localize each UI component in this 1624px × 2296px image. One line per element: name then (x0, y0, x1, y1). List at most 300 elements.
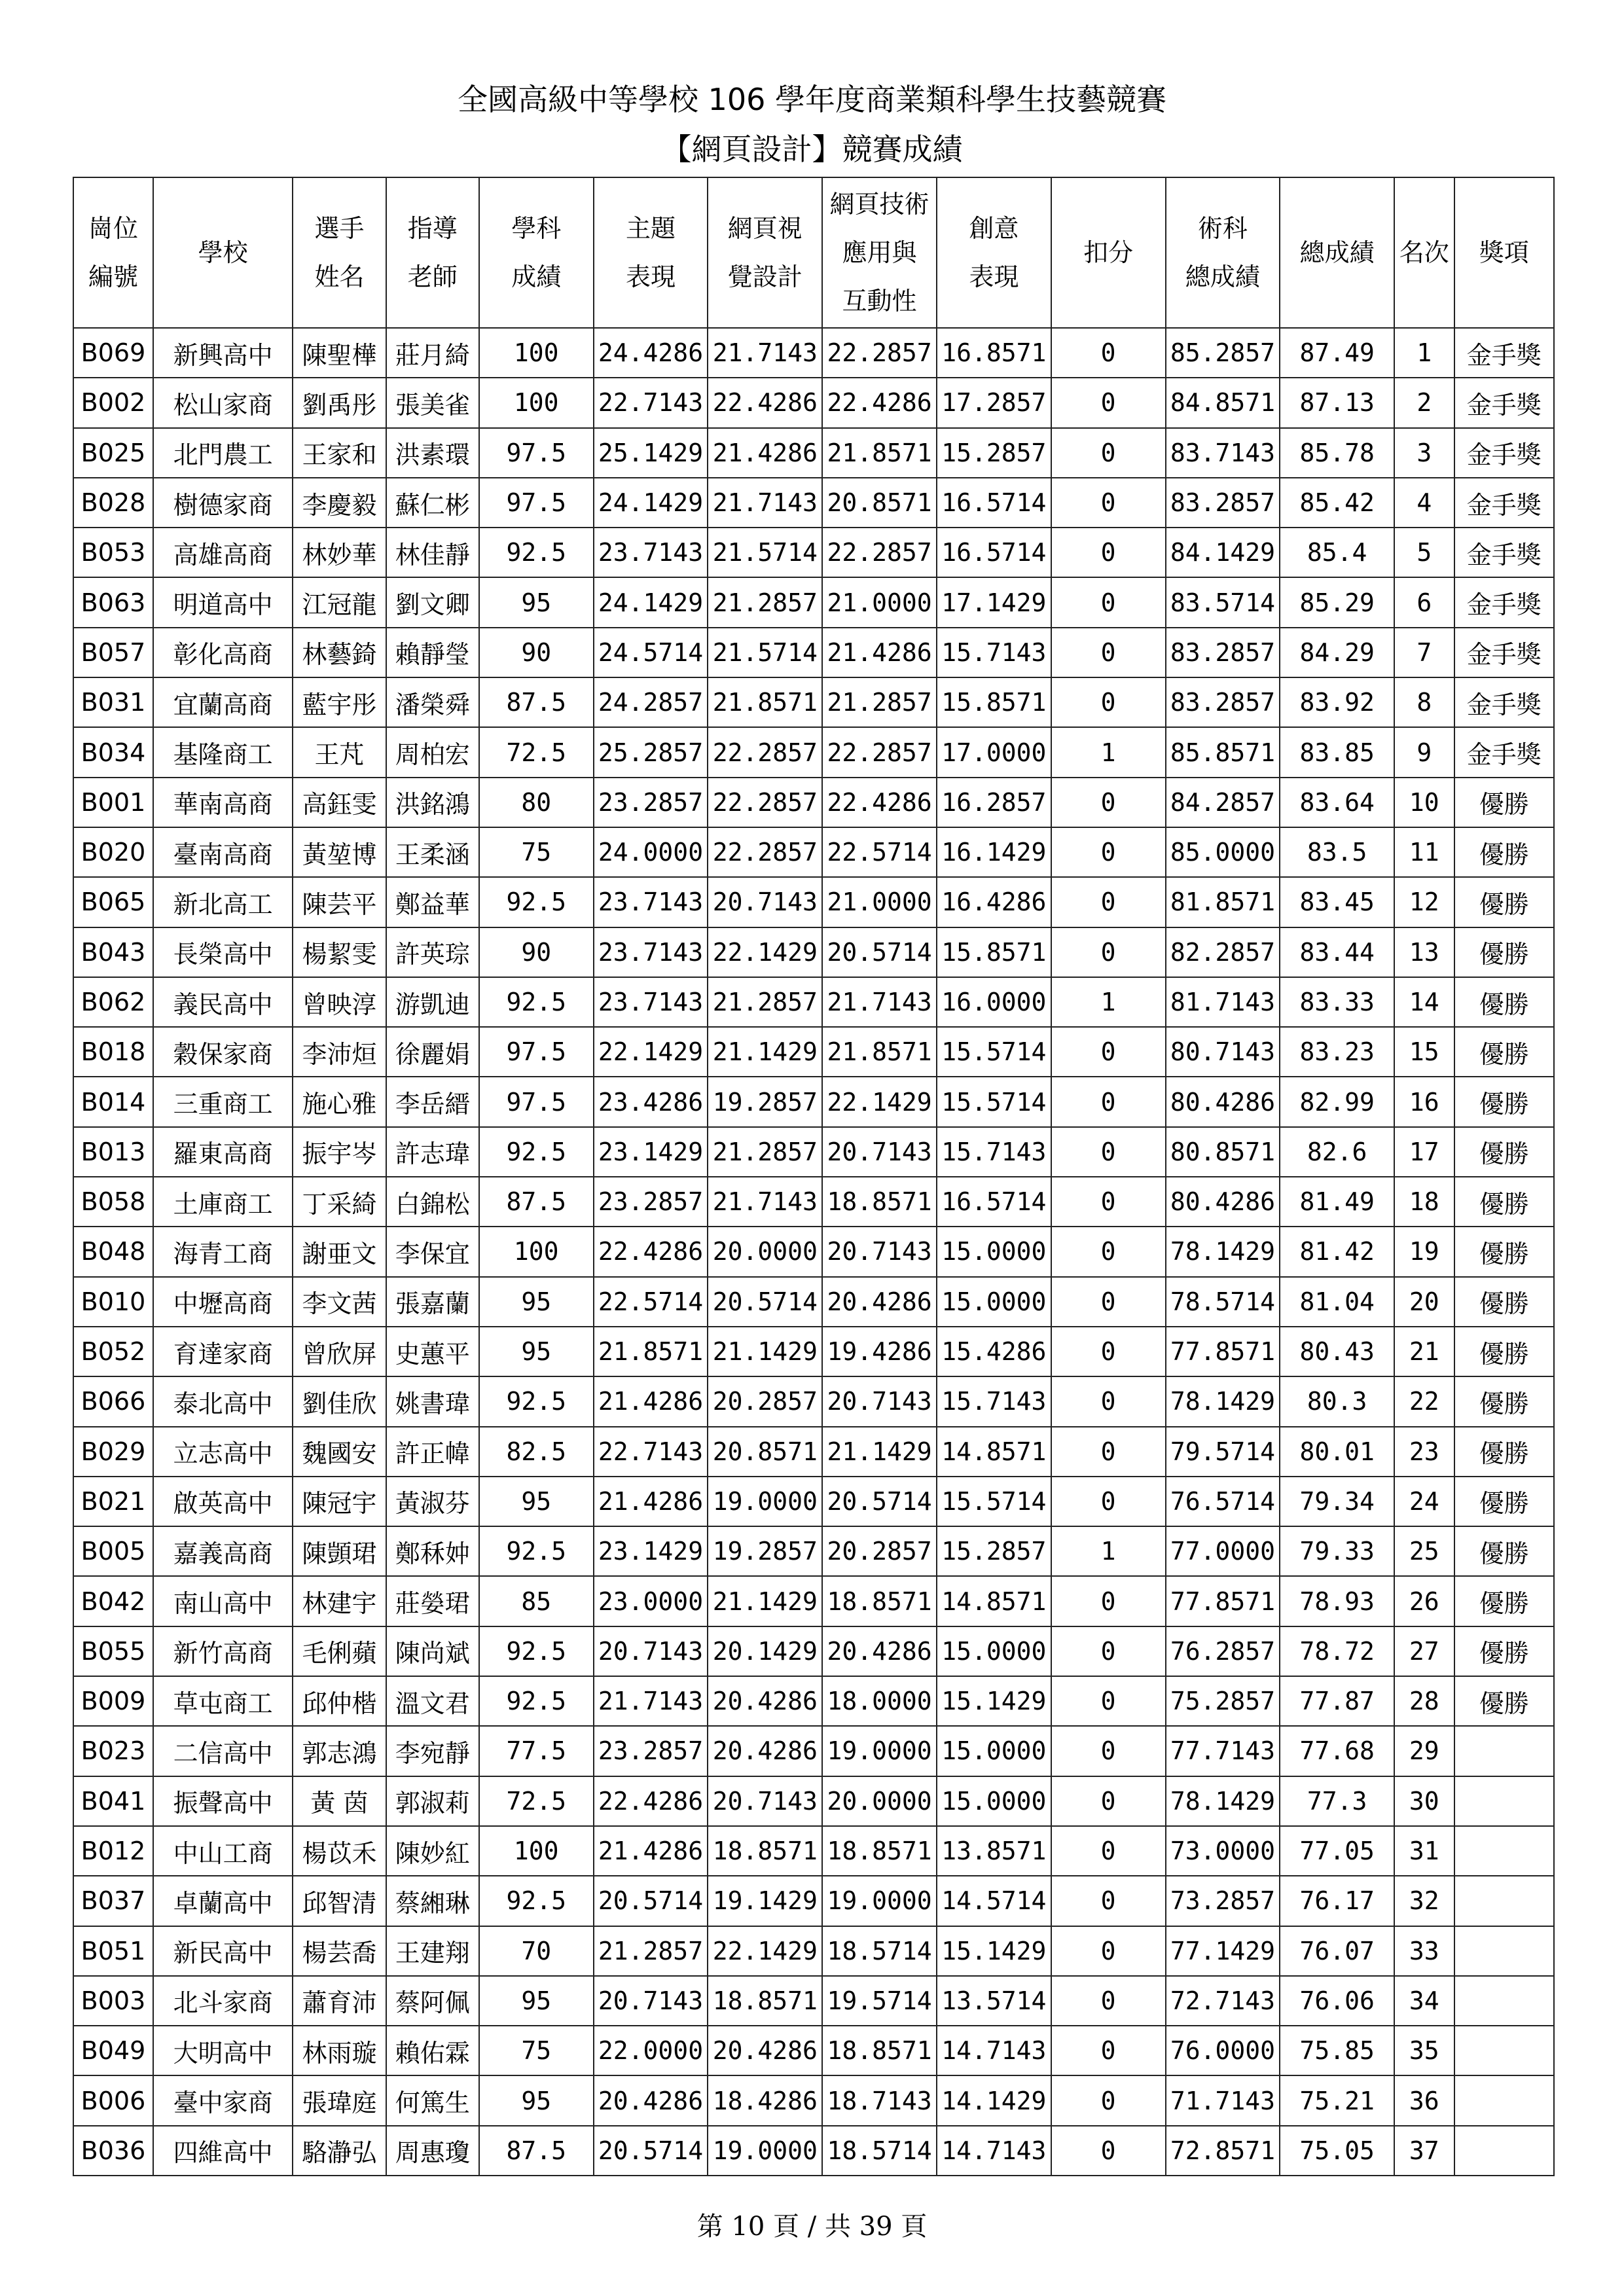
table-row (73, 877, 1554, 927)
table-cell: 19.1429 (708, 1876, 822, 1926)
table-cell: 24.0000 (594, 827, 708, 877)
table-cell: 83.7143 (1166, 428, 1280, 478)
table-row (73, 478, 1554, 528)
table-cell: 優勝 (1454, 1027, 1554, 1077)
table-row (73, 328, 1554, 378)
table-cell: 14.8571 (937, 1576, 1051, 1626)
table-cell: B014 (73, 1077, 153, 1126)
table-cell: 28 (1394, 1676, 1454, 1726)
table-cell: 82.6 (1280, 1127, 1394, 1177)
table-cell: 75.21 (1280, 2075, 1394, 2125)
table-row (73, 778, 1554, 827)
table-cell: 21.2857 (708, 977, 822, 1027)
table-cell: 17.0000 (937, 727, 1051, 777)
table-cell: 優勝 (1454, 1626, 1554, 1676)
page-subtitle: 【網頁設計】競賽成績 (661, 132, 963, 167)
table-cell: 21.5714 (708, 628, 822, 677)
table-cell: B052 (73, 1327, 153, 1376)
table-cell: 15.0000 (937, 1277, 1051, 1327)
column-header: 網頁視 覺設計 (708, 177, 822, 328)
table-cell: 16.5714 (937, 478, 1051, 528)
table-cell: 20 (1394, 1277, 1454, 1327)
table-cell: 江冠龍 (293, 577, 386, 627)
table-cell: 80.01 (1280, 1427, 1394, 1477)
table-cell: B058 (73, 1177, 153, 1227)
table-cell: 立志高中 (153, 1427, 293, 1477)
table-cell: 21.4286 (594, 1826, 708, 1876)
table-cell: B048 (73, 1227, 153, 1276)
table-cell: 三重商工 (153, 1077, 293, 1126)
table-cell: B002 (73, 378, 153, 427)
column-header: 術科 總成績 (1166, 177, 1280, 328)
table-cell: 金手獎 (1454, 628, 1554, 677)
table-cell: 20.1429 (708, 1626, 822, 1676)
table-cell: 18.5714 (822, 1926, 937, 1976)
table-cell: 0 (1051, 2126, 1166, 2176)
column-header: 學科 成績 (479, 177, 594, 328)
table-cell: 23.7143 (594, 977, 708, 1027)
table-cell: 100 (479, 1227, 594, 1276)
table-cell: 80.7143 (1166, 1027, 1280, 1077)
table-cell: 林雨璇 (293, 2026, 386, 2075)
table-cell: 22.2857 (708, 778, 822, 827)
table-cell: 95 (479, 1327, 594, 1376)
table-cell: B065 (73, 877, 153, 927)
table-cell: 洪素環 (386, 428, 479, 478)
table-cell: B036 (73, 2126, 153, 2176)
table-cell: 1 (1051, 727, 1166, 777)
table-cell: B062 (73, 977, 153, 1027)
table-cell: 95 (479, 1477, 594, 1526)
table-cell: 高鈺雯 (293, 778, 386, 827)
table-cell: 0 (1051, 478, 1166, 528)
table-cell: 3 (1394, 428, 1454, 478)
table-cell: 77.3 (1280, 1776, 1394, 1826)
table-cell: 劉文卿 (386, 577, 479, 627)
table-cell: 0 (1051, 877, 1166, 927)
table-row (73, 1327, 1554, 1376)
table-cell: 1 (1394, 328, 1454, 378)
table-cell: 90 (479, 927, 594, 977)
table-cell: 蘇仁彬 (386, 478, 479, 528)
table-cell: 72.5 (479, 727, 594, 777)
table-cell: 黃堃博 (293, 827, 386, 877)
table-cell: 莊嫈珺 (386, 1576, 479, 1626)
table-cell: 92.5 (479, 1526, 594, 1576)
table-cell: 新竹高商 (153, 1626, 293, 1676)
table-cell: 20.2857 (708, 1376, 822, 1426)
table-cell: 13 (1394, 927, 1454, 977)
table-cell: 土庫商工 (153, 1177, 293, 1227)
table-cell: 洪銘鴻 (386, 778, 479, 827)
table-cell: 16.0000 (937, 977, 1051, 1027)
table-cell: 24.1429 (594, 577, 708, 627)
table-cell: 0 (1051, 1077, 1166, 1126)
table-cell: 24.1429 (594, 478, 708, 528)
table-cell: B055 (73, 1626, 153, 1676)
table-row (73, 528, 1554, 577)
table-cell: 優勝 (1454, 1376, 1554, 1426)
table-cell: 92.5 (479, 1676, 594, 1726)
table-cell: 20.8571 (822, 478, 937, 528)
table-cell: 15.7143 (937, 1127, 1051, 1177)
table-cell: 15.2857 (937, 428, 1051, 478)
page-footer: 第 10 頁 / 共 39 頁 (696, 2212, 928, 2242)
table-cell: B041 (73, 1776, 153, 1826)
table-cell: 楊芸喬 (293, 1926, 386, 1976)
table-cell: 宜蘭高商 (153, 677, 293, 727)
table-cell: 21.7143 (708, 478, 822, 528)
table-cell: 王建翔 (386, 1926, 479, 1976)
table-cell: 1 (1051, 977, 1166, 1027)
table-cell: 21.4286 (822, 628, 937, 677)
column-header: 創意 表現 (937, 177, 1051, 328)
table-cell: 林佳靜 (386, 528, 479, 577)
table-cell: 18.8571 (822, 1826, 937, 1876)
table-cell: 70 (479, 1926, 594, 1976)
table-cell: 10 (1394, 778, 1454, 827)
table-cell: 20.8571 (708, 1427, 822, 1477)
table-cell: 22.1429 (708, 1926, 822, 1976)
table-cell: B013 (73, 1127, 153, 1177)
table-cell: 35 (1394, 2026, 1454, 2075)
table-row (73, 1127, 1554, 1177)
table-cell: 15.0000 (937, 1227, 1051, 1276)
table-cell: 97.5 (479, 1077, 594, 1126)
table-cell: 21.4286 (594, 1376, 708, 1426)
table-cell: 76.07 (1280, 1926, 1394, 1976)
table-cell: 75.05 (1280, 2126, 1394, 2176)
table-cell: 楊絜雯 (293, 927, 386, 977)
table-row (73, 1227, 1554, 1276)
table-row (73, 1776, 1554, 1826)
table-cell: 劉佳欣 (293, 1376, 386, 1426)
table-cell: 21.0000 (822, 877, 937, 927)
table-cell: 16.1429 (937, 827, 1051, 877)
table-cell: 22.2857 (822, 528, 937, 577)
table-cell: 莊月綺 (386, 328, 479, 378)
table-cell: 72.7143 (1166, 1976, 1280, 2026)
table-cell: 20.7143 (822, 1376, 937, 1426)
table-cell: 優勝 (1454, 1127, 1554, 1177)
table-cell: 23.1429 (594, 1526, 708, 1576)
table-cell: 張嘉蘭 (386, 1277, 479, 1327)
table-cell: 0 (1051, 1127, 1166, 1177)
table-cell: 22.4286 (822, 378, 937, 427)
table-cell: 15.0000 (937, 1626, 1051, 1676)
table-cell: 18.8571 (822, 1177, 937, 1227)
table-cell: 20.7143 (708, 1776, 822, 1826)
table-cell: 21.7143 (594, 1676, 708, 1726)
table-cell: 20.4286 (594, 2075, 708, 2125)
table-cell: 20.2857 (822, 1526, 937, 1576)
table-cell: 賴佑霖 (386, 2026, 479, 2075)
table-cell: 80 (479, 778, 594, 827)
table-cell: 92.5 (479, 977, 594, 1027)
table-cell: 育達家商 (153, 1327, 293, 1376)
table-cell: 陳顗珺 (293, 1526, 386, 1576)
table-cell: 80.43 (1280, 1327, 1394, 1376)
table-cell: 松山家商 (153, 378, 293, 427)
table-cell: 21.8571 (708, 677, 822, 727)
table-cell: 蕭育沛 (293, 1976, 386, 2026)
table-cell: 優勝 (1454, 1526, 1554, 1576)
table-cell: B023 (73, 1726, 153, 1776)
table-cell: 30 (1394, 1776, 1454, 1826)
table-cell: 21 (1394, 1327, 1454, 1376)
table-cell: 97.5 (479, 428, 594, 478)
table-cell: 0 (1051, 1626, 1166, 1676)
table-cell: 22.5714 (822, 827, 937, 877)
table-cell: B006 (73, 2075, 153, 2125)
table-cell: 19 (1394, 1227, 1454, 1276)
column-header: 名次 (1394, 177, 1454, 328)
table-cell: 優勝 (1454, 1077, 1554, 1126)
table-row (73, 1427, 1554, 1477)
table-cell: 新北高工 (153, 877, 293, 927)
table-cell: 0 (1051, 2075, 1166, 2125)
table-cell: 20.7143 (708, 877, 822, 927)
table-cell: 23.2857 (594, 1726, 708, 1776)
table-row (73, 1177, 1554, 1227)
table-cell: 21.2857 (594, 1926, 708, 1976)
table-cell: 22.7143 (594, 1427, 708, 1477)
table-cell: 6 (1394, 577, 1454, 627)
table-row (73, 927, 1554, 977)
table-cell: 75 (479, 2026, 594, 2075)
table-cell (1454, 1776, 1554, 1826)
table-cell: 1 (1051, 1526, 1166, 1576)
table-cell: 15.2857 (937, 1526, 1051, 1576)
table-cell: 林建宇 (293, 1576, 386, 1626)
table-cell: 20.7143 (822, 1227, 937, 1276)
table-cell: 21.4286 (708, 428, 822, 478)
table-cell: 臺南高商 (153, 827, 293, 877)
table-cell: 0 (1051, 378, 1166, 427)
table-cell: 0 (1051, 1277, 1166, 1327)
table-cell: 33 (1394, 1926, 1454, 1976)
table-cell: B043 (73, 927, 153, 977)
table-cell: 75.85 (1280, 2026, 1394, 2075)
table-cell: 20.4286 (822, 1626, 937, 1676)
table-cell: 4 (1394, 478, 1454, 528)
table-cell: 16.8571 (937, 328, 1051, 378)
table-cell: 蔡緗琳 (386, 1876, 479, 1926)
table-cell: 0 (1051, 927, 1166, 977)
table-cell: 24 (1394, 1477, 1454, 1526)
table-cell: 92.5 (479, 528, 594, 577)
table-cell: 31 (1394, 1826, 1454, 1876)
table-cell: 優勝 (1454, 1477, 1554, 1526)
table-cell: 15.5714 (937, 1027, 1051, 1077)
table-cell: 白錦松 (386, 1177, 479, 1227)
table-cell: 78.1429 (1166, 1376, 1280, 1426)
table-cell: 36 (1394, 2075, 1454, 2125)
table-cell (1454, 1976, 1554, 2026)
table-cell: 15.8571 (937, 677, 1051, 727)
table-cell: 曾欣屏 (293, 1327, 386, 1376)
table-cell: B031 (73, 677, 153, 727)
table-cell: 21.1429 (708, 1576, 822, 1626)
table-cell: 97.5 (479, 478, 594, 528)
table-cell: 77.0000 (1166, 1526, 1280, 1576)
table-cell: 82.5 (479, 1427, 594, 1477)
table-cell: 許志瑋 (386, 1127, 479, 1177)
table-cell: 邱智清 (293, 1876, 386, 1926)
table-cell: 83.64 (1280, 778, 1394, 827)
table-cell: 黃 茵 (293, 1776, 386, 1826)
table-cell: 李文茜 (293, 1277, 386, 1327)
table-cell: 84.2857 (1166, 778, 1280, 827)
table-cell: 彰化高商 (153, 628, 293, 677)
table-cell: 22.7143 (594, 378, 708, 427)
table-cell: 21.7143 (822, 977, 937, 1027)
table-cell: 18.5714 (822, 2126, 937, 2176)
table-cell: 19.4286 (822, 1327, 937, 1376)
table-cell: 75.2857 (1166, 1676, 1280, 1726)
table-cell: 周柏宏 (386, 727, 479, 777)
table-row (73, 1027, 1554, 1077)
table-cell (1454, 2075, 1554, 2125)
table-cell: 23.4286 (594, 1077, 708, 1126)
table-cell: 0 (1051, 1027, 1166, 1077)
table-cell: 78.1429 (1166, 1776, 1280, 1826)
table-cell: 16.5714 (937, 528, 1051, 577)
table-cell: 81.8571 (1166, 877, 1280, 927)
table-cell: 15.1429 (937, 1926, 1051, 1976)
table-cell: 潘榮舜 (386, 677, 479, 727)
table-cell: 82.99 (1280, 1077, 1394, 1126)
table-cell: 中山工商 (153, 1826, 293, 1876)
table-cell: 16.2857 (937, 778, 1051, 827)
table-cell: B069 (73, 328, 153, 378)
table-cell: 85.8571 (1166, 727, 1280, 777)
column-header: 選手 姓名 (293, 177, 386, 328)
table-cell: 17.2857 (937, 378, 1051, 427)
table-cell: 8 (1394, 677, 1454, 727)
table-cell: 20.7143 (822, 1127, 937, 1177)
table-cell: 16.5714 (937, 1177, 1051, 1227)
table-cell: 22.4286 (594, 1227, 708, 1276)
table-cell: 73.0000 (1166, 1826, 1280, 1876)
table-header-row (73, 177, 1554, 328)
table-cell: 0 (1051, 1227, 1166, 1276)
table-row (73, 1626, 1554, 1676)
table-cell: 76.0000 (1166, 2026, 1280, 2075)
table-cell: 21.2857 (708, 1127, 822, 1177)
table-cell: B037 (73, 1876, 153, 1926)
table-cell (1454, 1926, 1554, 1976)
table-cell: 14.1429 (937, 2075, 1051, 2125)
table-cell: 20.4286 (708, 1676, 822, 1726)
table-cell: 張美雀 (386, 378, 479, 427)
table-cell: 22.0000 (594, 2026, 708, 2075)
table-cell: 79.33 (1280, 1526, 1394, 1576)
table-cell: 25.1429 (594, 428, 708, 478)
table-cell: 蔡阿佩 (386, 1976, 479, 2026)
table-cell: 83.92 (1280, 677, 1394, 727)
table-cell: 鄭益華 (386, 877, 479, 927)
table-cell: 80.4286 (1166, 1077, 1280, 1126)
table-cell: 79.5714 (1166, 1427, 1280, 1477)
table-cell: 9 (1394, 727, 1454, 777)
table-cell: 19.5714 (822, 1976, 937, 2026)
column-header: 網頁技術 應用與 互動性 (822, 177, 937, 328)
table-cell: 0 (1051, 628, 1166, 677)
table-cell: 二信高中 (153, 1726, 293, 1776)
table-row (73, 1926, 1554, 1976)
table-cell: 85.0000 (1166, 827, 1280, 877)
table-cell: 71.7143 (1166, 2075, 1280, 2125)
table-row (73, 727, 1554, 777)
table-cell: 2 (1394, 378, 1454, 427)
table-cell: 18 (1394, 1177, 1454, 1227)
table-cell: 21.1429 (822, 1427, 937, 1477)
table-cell: 0 (1051, 577, 1166, 627)
table-cell: 87.5 (479, 2126, 594, 2176)
table-cell: 20.5714 (708, 1277, 822, 1327)
table-cell: 13.5714 (937, 1976, 1051, 2026)
table-cell: 22.1429 (594, 1027, 708, 1077)
table-cell: 97.5 (479, 1027, 594, 1077)
table-cell: 22.5714 (594, 1277, 708, 1327)
table-cell: 王芃 (293, 727, 386, 777)
table-cell: B001 (73, 778, 153, 827)
table-cell: 金手獎 (1454, 478, 1554, 528)
table-cell: 劉禹彤 (293, 378, 386, 427)
table-cell (1454, 1876, 1554, 1926)
table-cell: 84.1429 (1166, 528, 1280, 577)
table-cell: 中壢高商 (153, 1277, 293, 1327)
table-cell: 施心雅 (293, 1077, 386, 1126)
table-row (73, 628, 1554, 677)
table-cell: B020 (73, 827, 153, 877)
table-cell: 樹德家商 (153, 478, 293, 528)
table-cell: 22.2857 (708, 827, 822, 877)
table-row (73, 378, 1554, 427)
table-cell: 徐麗娟 (386, 1027, 479, 1077)
table-cell: 藍宇彤 (293, 677, 386, 727)
table-cell: 陳冠宇 (293, 1477, 386, 1526)
table-cell: 0 (1051, 1976, 1166, 2026)
table-cell: 15.0000 (937, 1776, 1051, 1826)
table-row (73, 1477, 1554, 1526)
table-cell: 高雄高商 (153, 528, 293, 577)
table-cell: 曾映淳 (293, 977, 386, 1027)
table-cell: 5 (1394, 528, 1454, 577)
table-cell: 0 (1051, 778, 1166, 827)
table-cell: B005 (73, 1526, 153, 1576)
table-cell: 84.29 (1280, 628, 1394, 677)
table-cell: 17.1429 (937, 577, 1051, 627)
table-row (73, 428, 1554, 478)
table-cell: 15.0000 (937, 1726, 1051, 1776)
table-cell: 81.42 (1280, 1227, 1394, 1276)
table-cell: 14 (1394, 977, 1454, 1027)
table-cell: 85.42 (1280, 478, 1394, 528)
table-cell: 92.5 (479, 1876, 594, 1926)
table-cell: 0 (1051, 1776, 1166, 1826)
table-cell (1454, 1826, 1554, 1876)
table-cell: 14.7143 (937, 2026, 1051, 2075)
table-cell: 李宛靜 (386, 1726, 479, 1776)
table-cell: 陳尚斌 (386, 1626, 479, 1676)
table-cell: 長榮高中 (153, 927, 293, 977)
table-cell: 14.5714 (937, 1876, 1051, 1926)
table-cell: 楊苡禾 (293, 1826, 386, 1876)
table-cell: 義民高中 (153, 977, 293, 1027)
table-cell: 24.4286 (594, 328, 708, 378)
